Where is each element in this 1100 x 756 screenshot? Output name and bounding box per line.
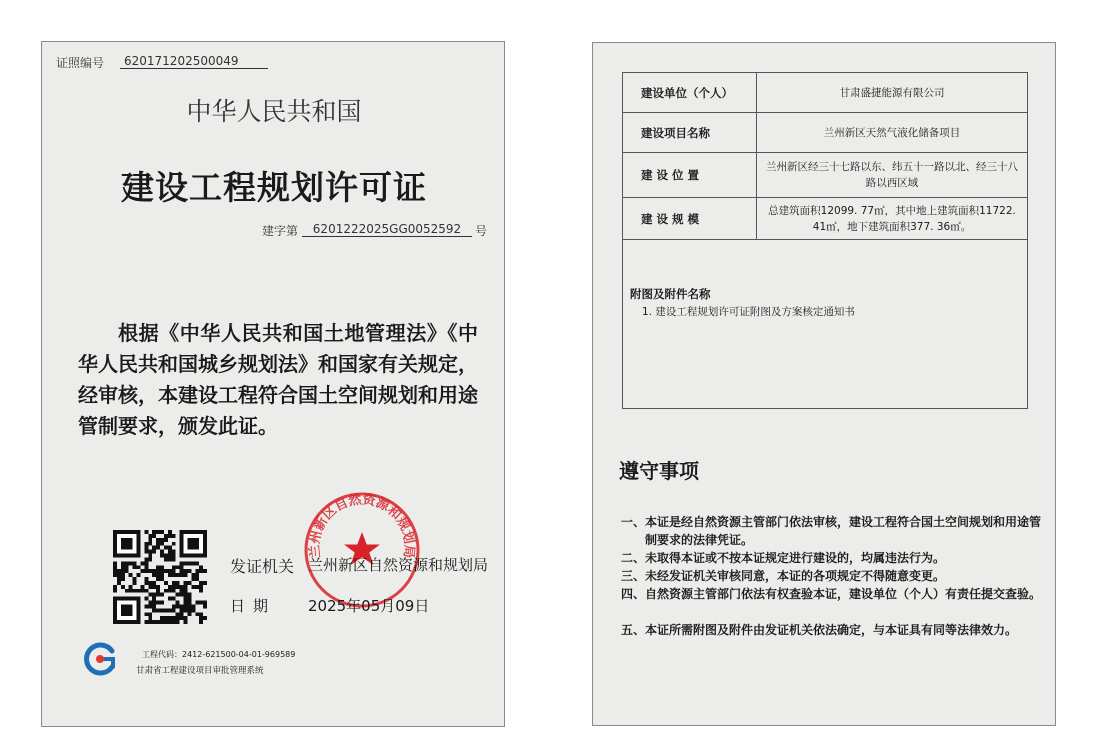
certificate-number-label: 证照编号 bbox=[56, 56, 105, 70]
country-heading: 中华人民共和国 bbox=[186, 97, 362, 126]
table-row-label: 建设单位（个人） bbox=[623, 73, 757, 112]
rule-number: 三、 bbox=[621, 569, 646, 583]
table-row-label: 建 设 位 置 bbox=[623, 153, 757, 197]
table-row bbox=[623, 153, 1027, 198]
rule-number: 二、 bbox=[621, 551, 646, 565]
rules-title: 遵守事项 bbox=[619, 459, 699, 483]
rule-text: 自然资源主管部门依法有权查验本证，建设单位（个人）有责任提交查验。 bbox=[645, 587, 1042, 601]
table-row bbox=[623, 113, 1027, 153]
approval-system-logo-icon bbox=[82, 641, 118, 677]
official-seal-icon bbox=[302, 490, 422, 610]
issue-date-value: 2025年05月09日 bbox=[308, 597, 430, 615]
rule-text: 未经发证机关审核同意，本证的各项规定不得随意变更。 bbox=[645, 569, 946, 583]
attachments-label: 附图及附件名称 bbox=[630, 287, 711, 301]
rule-text: 未取得本证或不按本证规定进行建设的，均属违法行为。 bbox=[645, 551, 946, 565]
permit-number-value: 6201222025GG0052592 bbox=[302, 222, 472, 237]
table-row-value: 兰州新区经三十七路以东、纬五十一路以北、经三十八路以西区域 bbox=[766, 161, 1018, 189]
document-title: 建设工程规划许可证 bbox=[121, 168, 427, 207]
permit-back-page bbox=[592, 42, 1056, 726]
certificate-number-value: 620171202500049 bbox=[120, 54, 268, 69]
rule-number: 四、 bbox=[621, 587, 646, 601]
rule-text: 本证是经自然资源主管部门依法审核，建设工程符合国土空间规划和用途管制要求的法律凭证。 bbox=[645, 515, 1042, 547]
project-code-line: 工程代码：2412-621500-04-01-969589 bbox=[142, 650, 296, 659]
attachments-item: 1. 建设工程规划许可证附图及方案核定通知书 bbox=[642, 306, 855, 318]
table-row bbox=[623, 198, 1027, 240]
table-row-value: 总建筑面积12099. 77㎡，其中地上建筑面积11722. 41㎡，地下建筑面积377. 36㎡。 bbox=[768, 204, 1016, 233]
table-row bbox=[623, 73, 1027, 113]
project-info-table bbox=[622, 72, 1028, 409]
issue-date-label: 日期 bbox=[230, 597, 277, 615]
table-row-value: 甘肃盛捷能源有限公司 bbox=[839, 86, 945, 99]
permit-front-page bbox=[41, 41, 505, 727]
issuing-authority-label: 发证机关 bbox=[230, 557, 295, 576]
rule-text: 本证所需附图及附件由发证机关依法确定，与本证具有同等法律效力。 bbox=[645, 623, 1018, 637]
approval-system-name: 甘肃省工程建设项目审批管理系统 bbox=[136, 666, 264, 676]
permit-body-text: 根据《中华人民共和国土地管理法》《中华人民共和国城乡规划法》和国家有关规定，经审核，本建设工程符合国土空间规划和用途管制要求，颁发此证。 bbox=[78, 321, 478, 438]
rule-number: 五、 bbox=[621, 623, 646, 637]
seal-text: 兰州新区自然资源和规划局 bbox=[307, 492, 417, 559]
qr-code-icon bbox=[112, 530, 208, 624]
permit-number-prefix: 建字第 bbox=[262, 224, 299, 238]
issuing-authority-value: 兰州新区自然资源和规划局 bbox=[308, 556, 489, 574]
table-row-value: 兰州新区天然气液化储备项目 bbox=[823, 126, 961, 139]
table-row-label: 建 设 规 模 bbox=[623, 198, 757, 239]
rule-number: 一、 bbox=[621, 515, 646, 529]
table-row-label: 建设项目名称 bbox=[623, 113, 757, 152]
permit-number-suffix: 号 bbox=[475, 224, 488, 238]
